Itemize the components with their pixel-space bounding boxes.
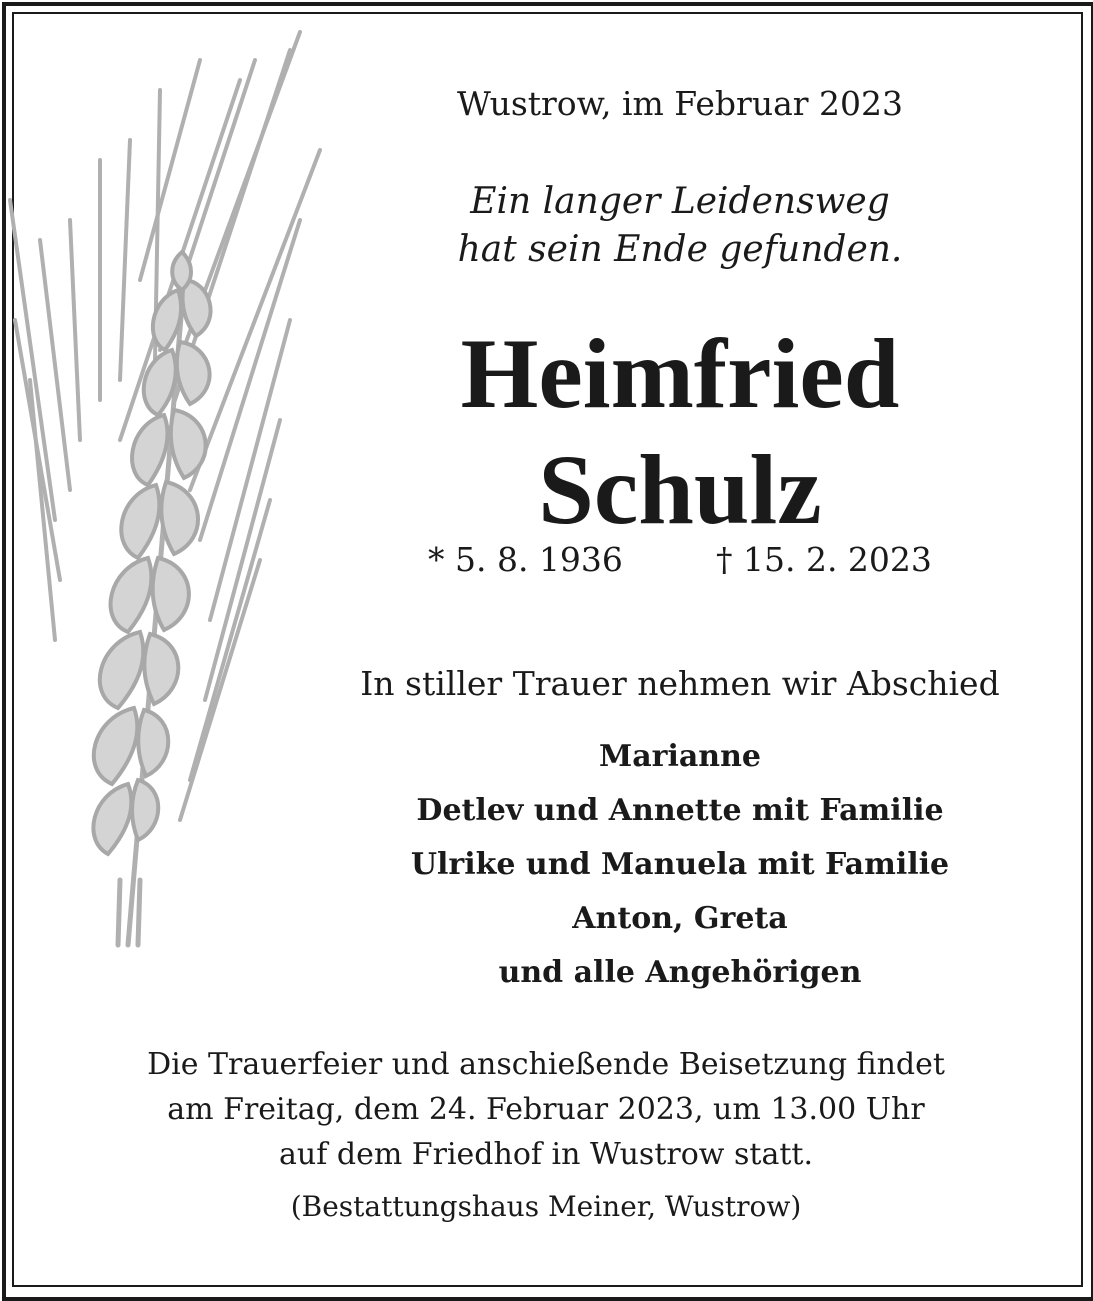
mourner-line: und alle Angehörigen (498, 955, 862, 990)
funeral-line: Die Trauerfeier und anschießende Beisetzung findet (147, 1047, 945, 1082)
mourners-list (330, 730, 1030, 1000)
place-date: Wustrow, im Februar 2023 (456, 84, 903, 123)
verse (330, 178, 1030, 274)
last-name: Schulz (538, 434, 822, 545)
mourner-line: Marianne (599, 739, 761, 774)
funeral-line: am Freitag, dem 24. Februar 2023, um 13.00 Uhr (167, 1092, 925, 1127)
birth-date: * 5. 8. 1936 (428, 540, 623, 579)
mourning-intro: In stiller Trauer nehmen wir Abschied (360, 664, 1000, 703)
death-date: † 15. 2. 2023 (716, 540, 932, 579)
funeral-line: auf dem Friedhof in Wustrow statt. (279, 1137, 813, 1172)
verse-line: hat sein Ende gefunden. (457, 229, 903, 270)
mourner-line: Ulrike und Manuela mit Familie (410, 847, 950, 882)
funeral-info (46, 1042, 1046, 1177)
first-name: Heimfried (460, 318, 900, 429)
verse-line: Ein langer Leidensweg (470, 181, 890, 222)
undertaker: (Bestattungshaus Meiner, Wustrow) (290, 1190, 802, 1223)
mourner-line: Anton, Greta (572, 901, 788, 936)
wheat-ear-icon (0, 20, 340, 960)
mourner-line: Detlev und Annette mit Familie (416, 793, 944, 828)
